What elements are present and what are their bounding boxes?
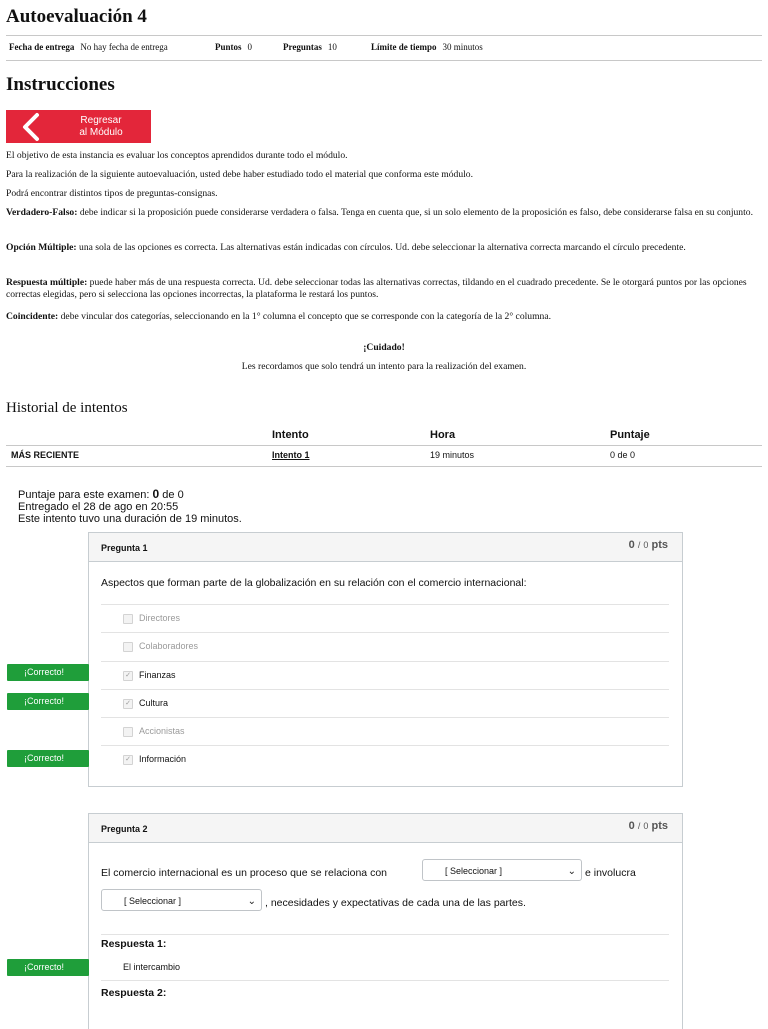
divider [6,466,762,467]
points-label: Puntos [215,42,242,52]
question-1-card [88,532,683,787]
time-limit-label: Límite de tiempo [371,42,437,52]
questions-value: 10 [327,42,337,52]
attempt-score: 0 de 0 [610,450,636,460]
correct-tag: ¡Correcto! [7,750,89,767]
instructions-heading: Instrucciones [6,74,115,95]
checkmark-icon: ✓ [125,700,131,707]
divider [6,35,762,36]
divider [101,980,669,981]
answer-select-1[interactable] [422,859,582,881]
questions-label: Preguntas [283,42,322,52]
time-limit-value: 30 minutos [442,42,483,52]
matching-paragraph: Coincidente: debe vincular dos categorías, seleccionando en la 1° columna el concepto que se corresponde con la categoría de la 2° columna. [6,311,551,322]
checkbox-unchecked [123,642,133,652]
submitted-line: Entregado el 28 de ago en 20:55 [18,501,179,513]
most-recent-label: MÁS RECIENTE [11,450,80,460]
attempt-summary [18,488,242,525]
chevron-down-icon: ⌄ [247,896,256,907]
answer-option [101,745,669,774]
due-date-value: No hay fecha de entrega [80,42,168,52]
chevron-down-icon: ⌄ [567,866,576,877]
multiple-choice-paragraph: Opción Múltiple: una sola de las opciones es correcta. Las alternativas están indicadas con círculos. Ud. debe seleccionar la alternativa correcta marcando el círculo precedente. [6,242,686,253]
chevron-left-icon [6,110,56,143]
attempt-time: 19 minutos [430,450,475,460]
divider [6,60,762,61]
question-points: 0 / 0 pts [628,539,668,551]
warning-title: ¡Cuidado! [363,342,405,353]
questions [283,42,337,52]
question-header [89,533,682,562]
due-date-label: Fecha de entrega [9,42,75,52]
correct-tag: ¡Correcto! [7,664,89,681]
answer-label: Finanzas [139,670,176,680]
answer-option [101,689,669,718]
page-title: Autoevaluación 4 [6,6,147,27]
back-to-module-button[interactable] [6,110,151,143]
col-time: Hora [430,429,456,441]
answer-option [101,717,669,746]
select-value: [ Seleccionar ] [445,866,503,876]
attempt-link[interactable]: Intento 1 [272,450,310,460]
checkbox-checked [123,755,133,765]
answer-label: Directores [139,613,181,623]
answer-label: Información [139,754,187,764]
question-text: Aspectos que forman parte de la globalización en su relación con el comercio internacional: [101,577,527,589]
response-1-label: Respuesta 1: [101,938,167,950]
time-limit [371,42,483,52]
question-text-part-1: El comercio internacional es un proceso que se relaciona con [101,867,387,879]
points-value: 0 [247,42,253,52]
instructions-paragraph: El objetivo de esta instancia es evaluar los conceptos aprendidos durante todo el módulo. [6,150,348,161]
true-false-paragraph: Verdadero-Falso: debe indicar si la proposición puede considerarse verdadera o falsa. Tenga en cuenta que, si un solo elemento de la proposición es falso, debe considerarse falsa en su conjunto. [6,207,753,218]
question-title: Pregunta 1 [101,543,148,553]
back-button-label: Regresar al Módulo [79,114,123,138]
question-2-card [88,813,683,1029]
answer-option [101,632,669,661]
duration-line: Este intento tuvo una duración de 19 minutos. [18,513,242,525]
question-title: Pregunta 2 [101,824,148,834]
answer-option [101,604,669,633]
question-text-part-3: , necesidades y expectativas de cada una de las partes. [265,897,526,909]
checkbox-unchecked [123,727,133,737]
history-heading: Historial de intentos [6,400,128,416]
warning-text: Les recordamos que solo tendrá un intento para la realización del examen. [241,361,527,372]
answer-label: Cultura [139,698,169,708]
question-text-part-2: e involucra [585,867,636,879]
response-2-label: Respuesta 2: [101,987,167,999]
checkbox-checked [123,699,133,709]
checkmark-icon: ✓ [125,756,131,763]
checkmark-icon: ✓ [125,672,131,679]
answer-select-2[interactable] [101,889,262,911]
due-date [9,42,168,52]
response-1-value: El intercambio [123,962,181,972]
select-value: [ Seleccionar ] [124,896,182,906]
col-attempt: Intento [272,429,309,441]
score-line: Puntaje para este examen: 0 de 0 [18,487,184,501]
points [215,42,252,52]
col-score: Puntaje [610,429,650,441]
checkbox-unchecked [123,614,133,624]
divider [101,934,669,935]
correct-tag: ¡Correcto! [7,693,89,710]
divider [6,445,762,446]
instructions-paragraph: Podrá encontrar distintos tipos de preguntas-consignas. [6,188,218,199]
multiple-answer-paragraph: Respuesta múltiple: puede haber más de una respuesta correcta. Ud. debe seleccionar todas las alternativas correctas, tildando en el cuadrado precedente. Se le otorgará puntos por las opciones correctas elegidas, pero si selecciona las opciones incorrectas, la plataforma le restará los puntos. [6,277,747,300]
question-header [89,814,682,843]
instructions-paragraph: Para la realización de la siguiente autoevaluación, usted debe haber estudiado todo el material que conforma este módulo. [6,169,473,180]
correct-tag: ¡Correcto! [7,959,89,976]
answer-label: Accionistas [139,726,185,736]
question-points: 0 / 0 pts [628,820,668,832]
checkbox-checked [123,671,133,681]
answer-label: Colaboradores [139,641,199,651]
answer-option [101,661,669,690]
